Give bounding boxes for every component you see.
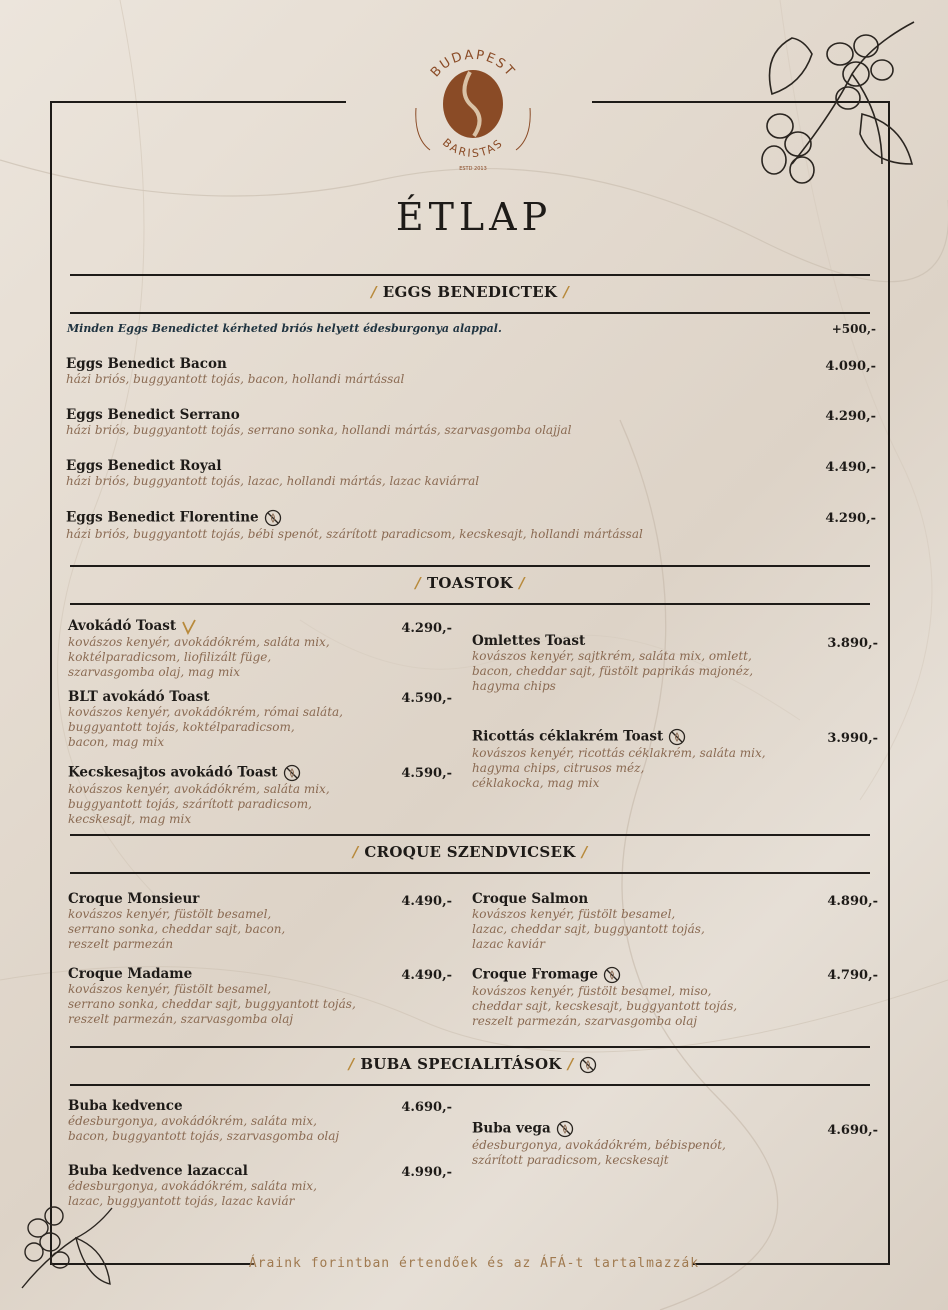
section-title-buba: BUBA SPECIALITÁSOK bbox=[360, 1055, 562, 1073]
frame-left bbox=[50, 101, 52, 1265]
menu-item: Eggs Benedict Bacon házi briós, buggyantott tojás, bacon, hollandi mártással bbox=[66, 356, 405, 386]
slash-icon: / bbox=[567, 1055, 574, 1073]
menu-item: Buba kedvence édesburgonya, avokádókrém, saláta mix, bacon, buggyantott tojás, szarvasgomba olaj bbox=[68, 1098, 340, 1143]
svg-text:BUDAPEST: BUDAPEST bbox=[428, 47, 519, 81]
item-price: 4.490,- bbox=[825, 460, 876, 475]
svg-text:BARISTAS: BARISTAS bbox=[439, 135, 507, 161]
coffee-branch-small-icon bbox=[16, 1198, 116, 1294]
item-price: 4.790,- bbox=[827, 968, 878, 983]
menu-item: Avokádó Toast kovászos kenyér, avokádókrém, saláta mix, koktélparadicsom, liofilizált füge, szarvasgomba olaj, mag mix bbox=[68, 618, 330, 679]
menu-item: Kecskesajtos avokádó Toast kovászos kenyér, avokádókrém, saláta mix, buggyantott tojás, szárított paradicsom, kecskesajt, mag mix bbox=[68, 764, 330, 826]
menu-item: Ricottás céklakrém Toast kovászos kenyér, ricottás céklakrém, saláta mix, hagyma chips, citrusos méz, céklakocka, mag mix bbox=[472, 728, 766, 790]
footer-note: Áraink forintban értendőek és az ÁFÁ-t tartalmazzák bbox=[248, 1256, 700, 1271]
coffee-bean-logo-icon bbox=[410, 38, 536, 178]
no-gluten-icon bbox=[264, 509, 282, 527]
item-price: 4.990,- bbox=[401, 1165, 452, 1180]
section-header-toast bbox=[70, 565, 870, 605]
item-price: 4.590,- bbox=[401, 691, 452, 706]
item-price: 4.690,- bbox=[827, 1123, 878, 1138]
section-title-toast: TOASTOK bbox=[426, 574, 514, 592]
item-price: 3.890,- bbox=[827, 636, 878, 651]
item-price: 4.290,- bbox=[825, 511, 876, 526]
menu-item: Croque Monsieur kovászos kenyér, füstölt besamel, serrano sonka, cheddar sajt, bacon, reszelt parmezán bbox=[68, 891, 286, 951]
svg-text:ESTD 2013: ESTD 2013 bbox=[459, 166, 487, 172]
slash-icon: / bbox=[348, 1055, 355, 1073]
menu-item: Buba kedvence lazaccal édesburgonya, avokádókrém, saláta mix, lazac, buggyantott tojás, lazac kaviár bbox=[68, 1163, 317, 1208]
item-price: 4.290,- bbox=[825, 409, 876, 424]
item-price: 4.490,- bbox=[401, 894, 452, 909]
slash-icon: / bbox=[415, 574, 421, 592]
item-price: 4.890,- bbox=[827, 894, 878, 909]
coffee-branch-icon bbox=[752, 14, 922, 192]
menu-item: Croque Salmon kovászos kenyér, füstölt besamel, lazac, cheddar sajt, buggyantott tojás, lazac kaviár bbox=[472, 891, 705, 951]
menu-item: Omlettes Toast kovászos kenyér, sajtkrém, saláta mix, omlett, bacon, cheddar sajt, füstölt paprikás majonéz, hagyma chips bbox=[472, 633, 754, 693]
frame-top-left bbox=[50, 101, 346, 103]
item-price: 4.590,- bbox=[401, 766, 452, 781]
menu-item: Croque Fromage kovászos kenyér, füstölt besamel, miso, cheddar sajt, kecskesajt, buggyantott tojás, reszelt parmezán, szarvasgomba olaj bbox=[472, 966, 738, 1028]
logo bbox=[410, 38, 536, 178]
eggs-note: Minden Eggs Benedictet kérheted briós helyett édesburgonya alappal. bbox=[67, 322, 502, 335]
slash-icon: / bbox=[581, 843, 588, 861]
slash-icon: / bbox=[519, 574, 525, 592]
slash-icon: / bbox=[352, 843, 359, 861]
menu-item: BLT avokádó Toast kovászos kenyér, avokádókrém, római saláta, buggyantott tojás, koktélparadicsom, bacon, mag mix bbox=[68, 689, 343, 749]
item-price: 3.990,- bbox=[827, 731, 878, 746]
menu-item: Buba vega édesburgonya, avokádókrém, bébispenót, szárított paradicsom, kecskesajt bbox=[472, 1120, 726, 1167]
no-gluten-icon bbox=[579, 1056, 597, 1074]
vegan-icon bbox=[181, 619, 197, 635]
item-price: 4.690,- bbox=[401, 1100, 452, 1115]
frame-right bbox=[888, 101, 890, 1265]
menu-item: Croque Madame kovászos kenyér, füstölt besamel, serrano sonka, cheddar sajt, buggyantott tojás, reszelt parmezán, szarvasgomba olaj bbox=[68, 966, 356, 1026]
slash-icon: / bbox=[370, 283, 377, 301]
item-price: 4.090,- bbox=[825, 359, 876, 374]
section-header-buba bbox=[70, 1046, 870, 1086]
section-header-croque bbox=[70, 834, 870, 874]
menu-item: Eggs Benedict Serrano házi briós, buggyantott tojás, serrano sonka, hollandi mártás, szarvasgomba olajjal bbox=[66, 407, 572, 437]
item-price: 4.290,- bbox=[401, 621, 452, 636]
no-gluten-icon bbox=[283, 764, 301, 782]
page-title: ÉTLAP bbox=[395, 195, 553, 239]
slash-icon: / bbox=[563, 283, 570, 301]
no-gluten-icon bbox=[668, 728, 686, 746]
item-price: 4.490,- bbox=[401, 968, 452, 983]
menu-item: Eggs Benedict Florentine házi briós, buggyantott tojás, bébi spenót, szárított paradicsom, kecskesajt, hollandi mártással bbox=[66, 509, 643, 541]
menu-item: Eggs Benedict Royal házi briós, buggyantott tojás, lazac, hollandi mártás, lazac kaviárral bbox=[66, 458, 480, 488]
section-header-eggs bbox=[70, 274, 870, 314]
eggs-note-price: +500,- bbox=[831, 322, 876, 336]
section-title-eggs: EGGS BENEDICTEK bbox=[382, 283, 558, 301]
section-title-croque: CROQUE SZENDVICSEK bbox=[364, 843, 576, 861]
no-gluten-icon bbox=[603, 966, 621, 984]
no-gluten-icon bbox=[556, 1120, 574, 1138]
